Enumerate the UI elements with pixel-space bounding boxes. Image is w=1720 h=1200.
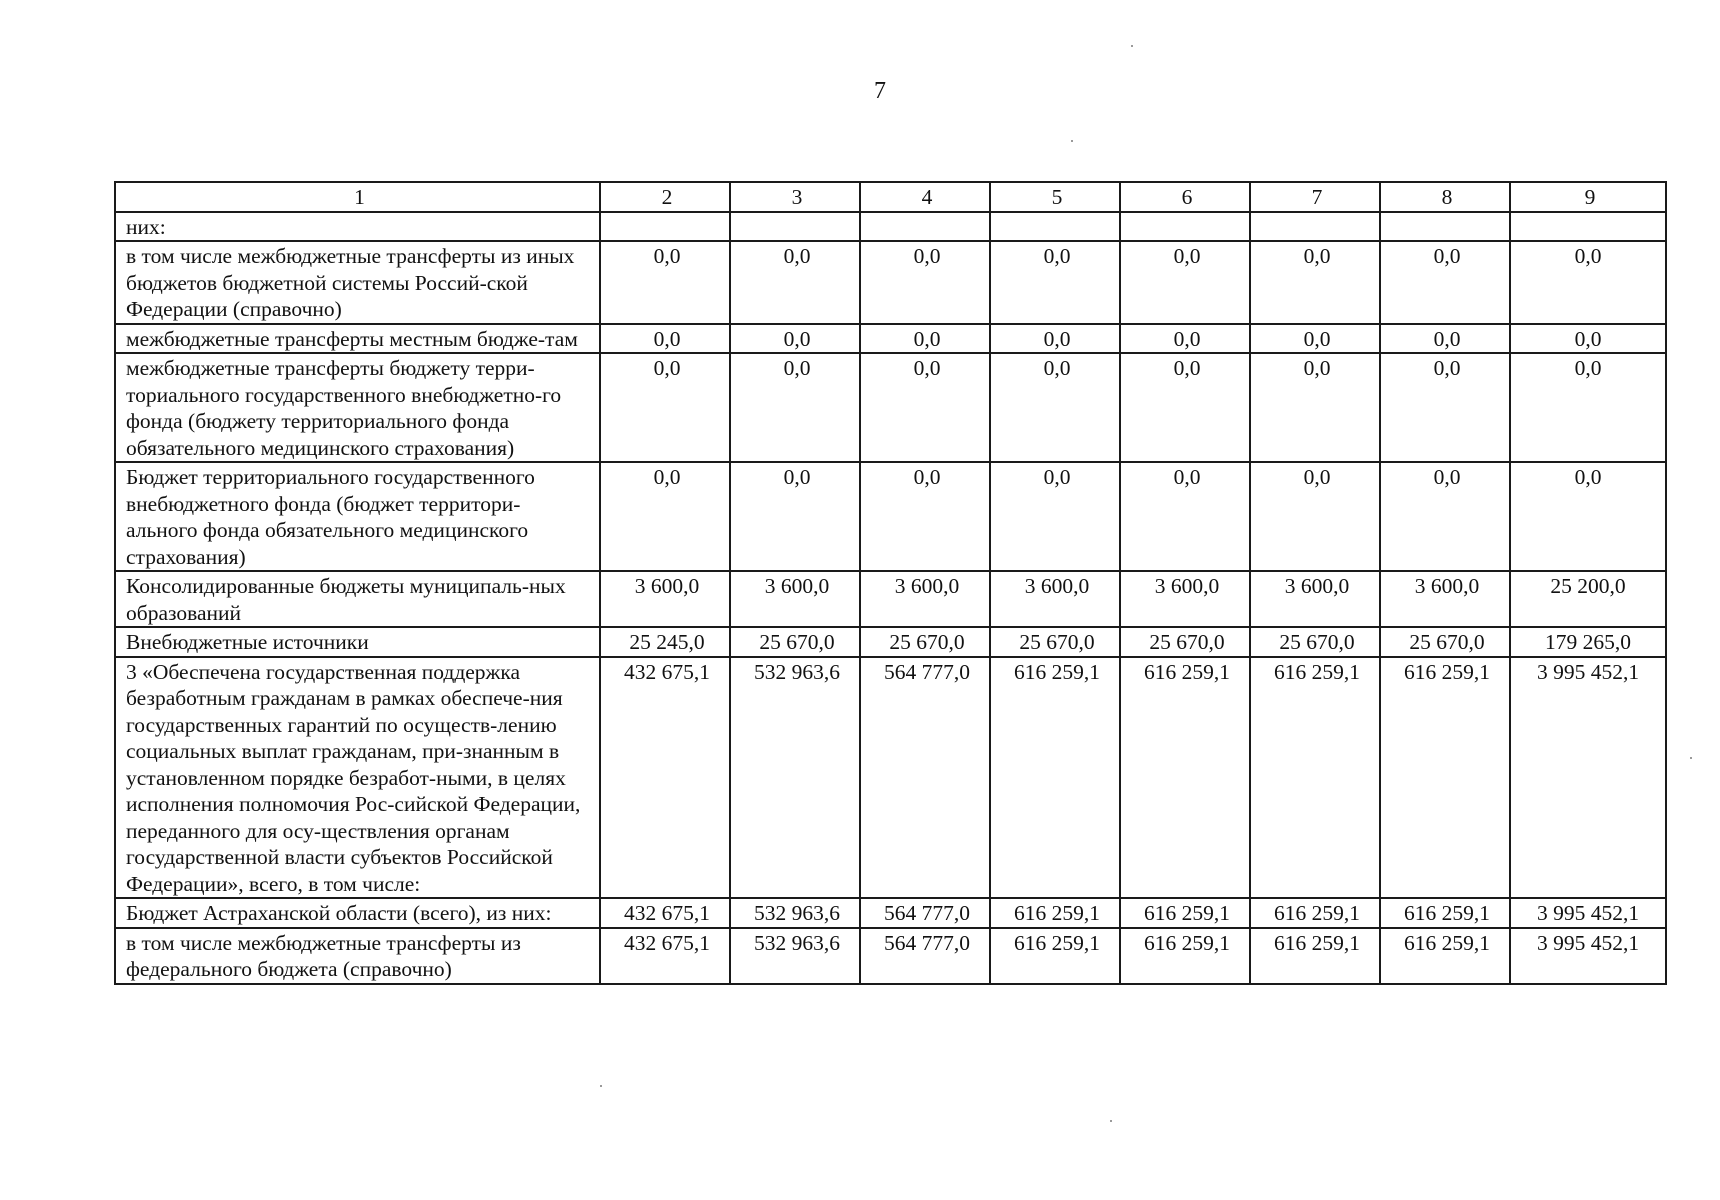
page-number: 7 <box>874 78 886 104</box>
column-number-cell: 7 <box>1250 182 1380 212</box>
value-cell <box>990 212 1120 242</box>
value-cell: 616 259,1 <box>1120 657 1250 899</box>
value-cell: 3 600,0 <box>730 571 860 627</box>
value-cell: 616 259,1 <box>990 657 1120 899</box>
table-row <box>115 241 1666 324</box>
budget-table <box>114 181 1667 985</box>
value-cell: 0,0 <box>1120 462 1250 571</box>
value-cell: 25 245,0 <box>600 627 730 657</box>
value-cell <box>1120 212 1250 242</box>
value-cell: 0,0 <box>1120 324 1250 354</box>
value-cell: 616 259,1 <box>1120 928 1250 984</box>
value-cell: 0,0 <box>860 353 990 462</box>
value-cell: 25 670,0 <box>1250 627 1380 657</box>
value-cell: 0,0 <box>730 324 860 354</box>
value-cell <box>1510 212 1666 242</box>
value-cell: 0,0 <box>1380 462 1510 571</box>
table-row <box>115 212 1666 242</box>
value-cell: 0,0 <box>1510 462 1666 571</box>
value-cell: 616 259,1 <box>990 898 1120 928</box>
column-number-cell: 1 <box>115 182 600 212</box>
value-cell <box>730 212 860 242</box>
value-cell: 432 675,1 <box>600 657 730 899</box>
value-cell: 616 259,1 <box>1380 898 1510 928</box>
table-row <box>115 898 1666 928</box>
value-cell: 25 670,0 <box>990 627 1120 657</box>
value-cell: 616 259,1 <box>1250 657 1380 899</box>
column-number-cell: 3 <box>730 182 860 212</box>
value-cell <box>1380 212 1510 242</box>
value-cell: 616 259,1 <box>1250 928 1380 984</box>
value-cell: 3 995 452,1 <box>1510 898 1666 928</box>
value-cell: 564 777,0 <box>860 657 990 899</box>
row-label: межбюджетные трансферты местным бюдже-там <box>115 324 600 354</box>
column-number-row <box>115 182 1666 212</box>
value-cell: 0,0 <box>1380 353 1510 462</box>
value-cell: 3 600,0 <box>1380 571 1510 627</box>
table-row <box>115 928 1666 984</box>
value-cell: 0,0 <box>600 462 730 571</box>
table-row <box>115 657 1666 899</box>
value-cell: 0,0 <box>1380 324 1510 354</box>
value-cell: 616 259,1 <box>990 928 1120 984</box>
value-cell: 0,0 <box>600 324 730 354</box>
value-cell: 0,0 <box>600 241 730 324</box>
value-cell: 0,0 <box>860 462 990 571</box>
value-cell: 3 600,0 <box>860 571 990 627</box>
value-cell: 432 675,1 <box>600 928 730 984</box>
value-cell: 0,0 <box>1250 462 1380 571</box>
column-number-cell: 4 <box>860 182 990 212</box>
value-cell <box>860 212 990 242</box>
value-cell: 0,0 <box>1510 241 1666 324</box>
value-cell: 0,0 <box>990 324 1120 354</box>
value-cell: 3 995 452,1 <box>1510 928 1666 984</box>
value-cell: 25 670,0 <box>1380 627 1510 657</box>
value-cell: 0,0 <box>990 353 1120 462</box>
column-number-cell: 8 <box>1380 182 1510 212</box>
value-cell: 0,0 <box>1250 241 1380 324</box>
row-label: Внебюджетные источники <box>115 627 600 657</box>
row-label: Консолидированные бюджеты муниципаль-ных образований <box>115 571 600 627</box>
row-label: в том числе межбюджетные трансферты из федерального бюджета (справочно) <box>115 928 600 984</box>
column-number-cell: 5 <box>990 182 1120 212</box>
table-row <box>115 353 1666 462</box>
value-cell: 0,0 <box>1250 353 1380 462</box>
value-cell: 616 259,1 <box>1250 898 1380 928</box>
table-row <box>115 627 1666 657</box>
value-cell: 3 600,0 <box>600 571 730 627</box>
value-cell: 0,0 <box>1380 241 1510 324</box>
value-cell: 3 600,0 <box>990 571 1120 627</box>
value-cell: 0,0 <box>600 353 730 462</box>
value-cell: 0,0 <box>730 462 860 571</box>
table-row <box>115 324 1666 354</box>
row-label: 3 «Обеспечена государственная поддержка безработным гражданам в рамках обеспече-ния государственных гарантий по осуществ-лению социальных выплат гражданам, при-знанным в установленном порядке безработ-ными, в целях исполнения полномочия Рос-сийской Федерации, переданного для осу-ществления органам государственной власти субъектов Российской Федерации», всего, в том числе: <box>115 657 600 899</box>
column-number-cell: 9 <box>1510 182 1666 212</box>
value-cell: 532 963,6 <box>730 898 860 928</box>
value-cell: 616 259,1 <box>1120 898 1250 928</box>
row-label: Бюджет территориального государственного внебюджетного фонда (бюджет территори-ального фонда обязательного медицинского страхования) <box>115 462 600 571</box>
row-label: них: <box>115 212 600 242</box>
value-cell: 25 670,0 <box>860 627 990 657</box>
value-cell: 532 963,6 <box>730 657 860 899</box>
table-row <box>115 571 1666 627</box>
value-cell: 0,0 <box>1120 241 1250 324</box>
value-cell: 432 675,1 <box>600 898 730 928</box>
value-cell: 616 259,1 <box>1380 928 1510 984</box>
value-cell: 0,0 <box>730 353 860 462</box>
value-cell: 25 200,0 <box>1510 571 1666 627</box>
value-cell: 0,0 <box>730 241 860 324</box>
value-cell: 616 259,1 <box>1380 657 1510 899</box>
value-cell: 0,0 <box>1120 353 1250 462</box>
value-cell: 3 995 452,1 <box>1510 657 1666 899</box>
column-number-cell: 2 <box>600 182 730 212</box>
value-cell: 179 265,0 <box>1510 627 1666 657</box>
value-cell: 25 670,0 <box>730 627 860 657</box>
value-cell: 532 963,6 <box>730 928 860 984</box>
value-cell: 3 600,0 <box>1250 571 1380 627</box>
value-cell: 564 777,0 <box>860 898 990 928</box>
value-cell: 0,0 <box>990 462 1120 571</box>
column-number-cell: 6 <box>1120 182 1250 212</box>
value-cell: 0,0 <box>1510 324 1666 354</box>
value-cell <box>1250 212 1380 242</box>
value-cell: 0,0 <box>1510 353 1666 462</box>
value-cell: 0,0 <box>860 241 990 324</box>
value-cell: 0,0 <box>860 324 990 354</box>
value-cell: 564 777,0 <box>860 928 990 984</box>
table-row <box>115 462 1666 571</box>
row-label: межбюджетные трансферты бюджету терри-ториального государственного внебюджетно-го фонда (бюджету территориального фонда обязательного медицинского страхования) <box>115 353 600 462</box>
value-cell <box>600 212 730 242</box>
value-cell: 25 670,0 <box>1120 627 1250 657</box>
value-cell: 3 600,0 <box>1120 571 1250 627</box>
row-label: Бюджет Астраханской области (всего), из них: <box>115 898 600 928</box>
row-label: в том числе межбюджетные трансферты из иных бюджетов бюджетной системы Россий-ской Федерации (справочно) <box>115 241 600 324</box>
value-cell: 0,0 <box>990 241 1120 324</box>
value-cell: 0,0 <box>1250 324 1380 354</box>
